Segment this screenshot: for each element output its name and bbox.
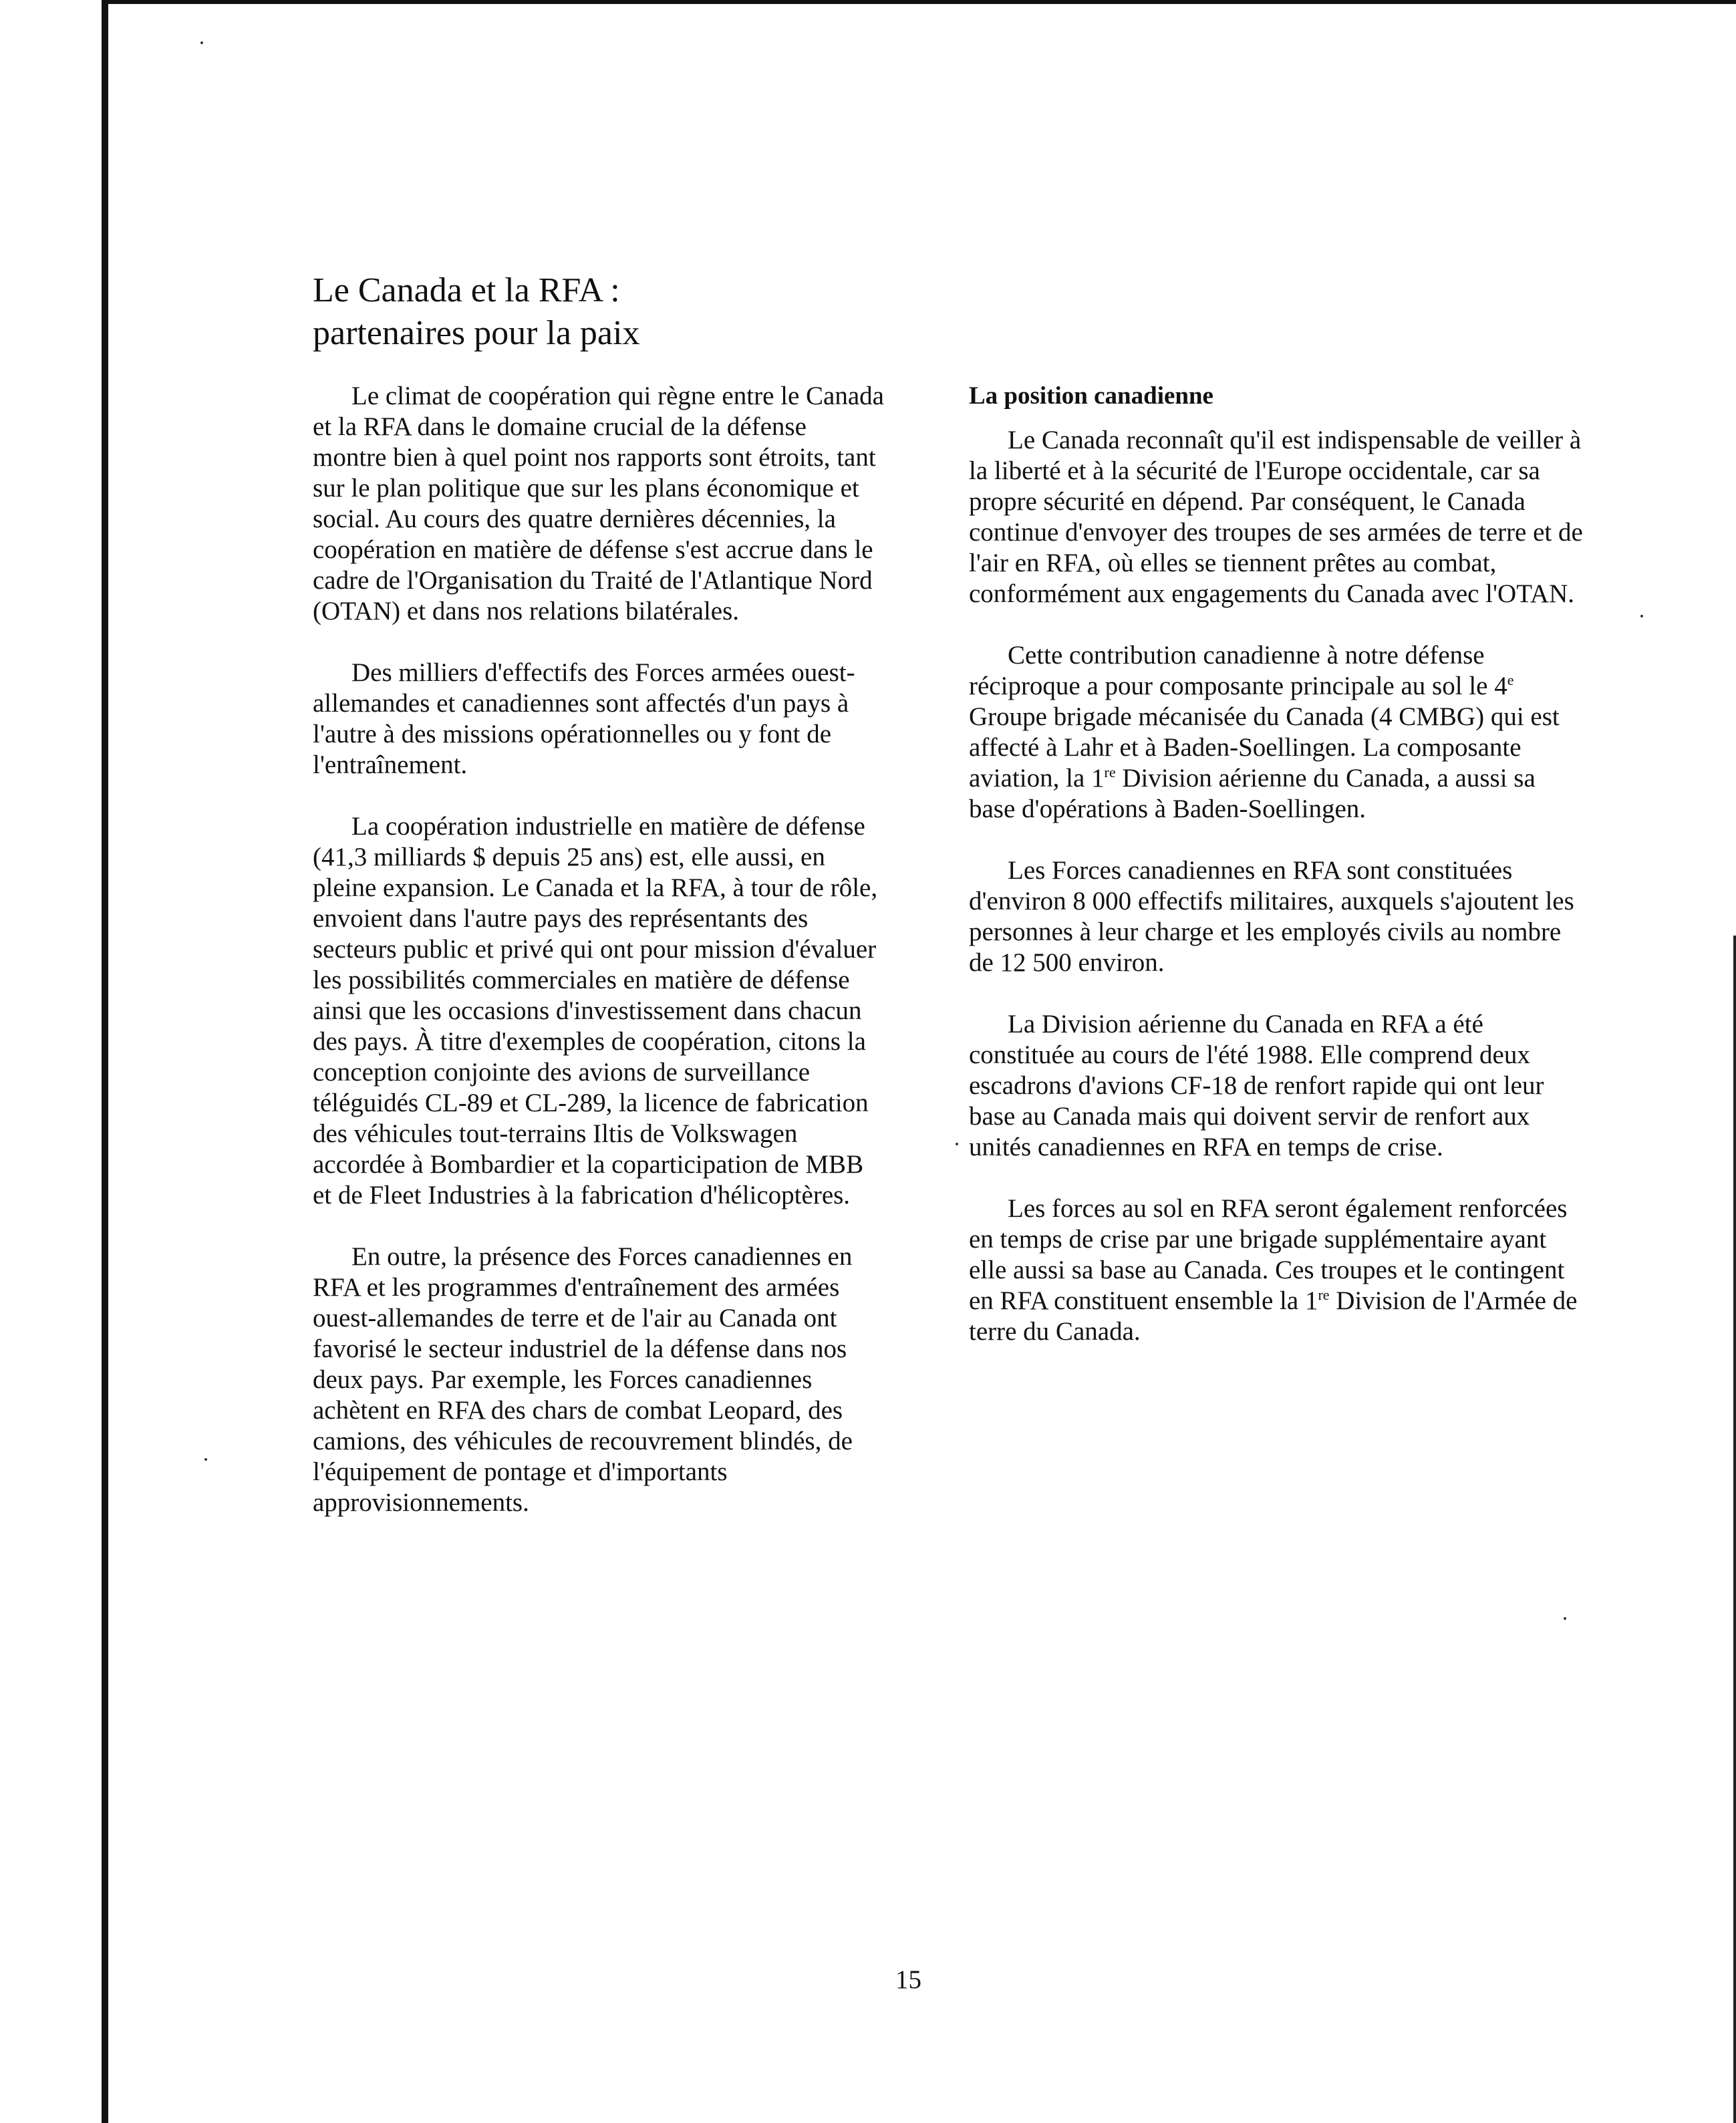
text-run: Division aérienne du Canada, a aussi sa base d'opérations à Baden-Soellingen. <box>969 764 1536 823</box>
paragraph <box>969 1193 1584 1347</box>
scan-speck <box>1640 615 1643 617</box>
right-column <box>969 381 1584 1378</box>
superscript: re <box>1104 764 1116 781</box>
superscript: re <box>1318 1286 1330 1303</box>
scan-speck <box>200 41 203 44</box>
paragraph: Le climat de coopération qui règne entre le Canada et la RFA dans le domaine crucial de la défense montre bien à quel point nos rapports sont étroits, tant sur le plan politique que sur les plans économique et social. Au cours des quatre dernières décennies, la coopération en matière de défense s'est accrue dans le cadre de l'Organisation du Traité de l'Atlantique Nord (OTAN) et dans nos relations bilatérales. <box>313 382 884 625</box>
title-line-2: partenaires pour la paix <box>313 314 640 352</box>
superscript: e <box>1507 672 1514 688</box>
paragraph: La coopération industrielle en matière de défense (41,3 milliards $ depuis 25 ans) est, elle aussi, en pleine expansion. Le Canada et la RFA, à tour de rôle, envoient dans l'autre pays des représentants des secteurs public et privé qui ont pour mission d'évaluer les possibilités commerciales en matière de défense ainsi que les occasions d'investissement dans chacun des pays. À titre d'exemples de coopération, citons la conception conjointe des avions de surveillance téléguidés CL-89 et CL-289, la licence de fabrication des véhicules tout-terrains Iltis de Volkswagen accordée à Bombardier et la coparticipation de MBB et de Fleet Industries à la fabrication d'hélicoptères. <box>313 812 878 1210</box>
text-run: Groupe brigade mécanisée du Canada (4 CMBG) qui est affecté à Lahr et à Baden-Soellingen. La composante aviation, la 1 <box>969 702 1560 793</box>
scan-speck <box>204 1458 207 1461</box>
text-run: Les forces au sol en RFA seront également renforcées en temps de crise par une brigade supplémentaire ayant elle aussi sa base au Canada. Ces troupes et le contingent en RFA constituent ensemble la 1 <box>969 1194 1568 1315</box>
title-line-1: Le Canada et la RFA : <box>313 271 620 309</box>
paragraph: Le Canada reconnaît qu'il est indispensable de veiller à la liberté et à la sécurité de l'Europe occidentale, car sa propre sécurité en dépend. Par conséquent, le Canada continue d'envoyer des troupes de ses armées de terre et de l'air en RFA, où elles se tiennent prêtes au combat, conformément aux engagements du Canada avec l'OTAN. <box>969 426 1583 608</box>
scan-speck <box>1564 1617 1566 1620</box>
scan-speck <box>956 1143 958 1145</box>
text-run: Division de l'Armée de terre du Canada. <box>969 1286 1578 1346</box>
scan-edge-top <box>102 0 1736 4</box>
scan-edge-left <box>102 0 108 2123</box>
scan-edge-right <box>1733 936 1736 2123</box>
paragraph: En outre, la présence des Forces canadiennes en RFA et les programmes d'entraînement des armées ouest-allemandes de terre et de l'air au Canada ont favorisé le secteur industriel de la défense dans nos deux pays. Par exemple, les Forces canadiennes achètent en RFA des chars de combat Leopard, des camions, des véhicules de recouvrement blindés, de l'équipement de pontage et d'importants approvisionnements. <box>313 1242 853 1517</box>
paragraph <box>969 640 1584 825</box>
paragraph: Les Forces canadiennes en RFA sont constituées d'environ 8 000 effectifs militaires, auxquels s'ajoutent les personnes à leur charge et les employés civils au nombre de 12 500 environ. <box>969 856 1574 977</box>
left-column <box>313 381 885 1549</box>
section-heading: La position canadienne <box>969 382 1213 410</box>
page-title <box>313 269 1048 355</box>
text-run: Cette contribution canadienne à notre défense réciproque a pour composante principale au sol le 4 <box>969 641 1507 700</box>
paragraph: La Division aérienne du Canada en RFA a été constituée au cours de l'été 1988. Elle comprend deux escadrons d'avions CF-18 de renfort rapide qui ont leur base au Canada mais qui doivent servir de renfort aux unités canadiennes en RFA en temps de crise. <box>969 1010 1544 1161</box>
page-number: 15 <box>895 1965 921 1994</box>
paragraph: Des milliers d'effectifs des Forces armées ouest-allemandes et canadiennes sont affectés d'un pays à l'autre à des missions opérationnelles ou y font de l'entraînement. <box>313 658 855 779</box>
